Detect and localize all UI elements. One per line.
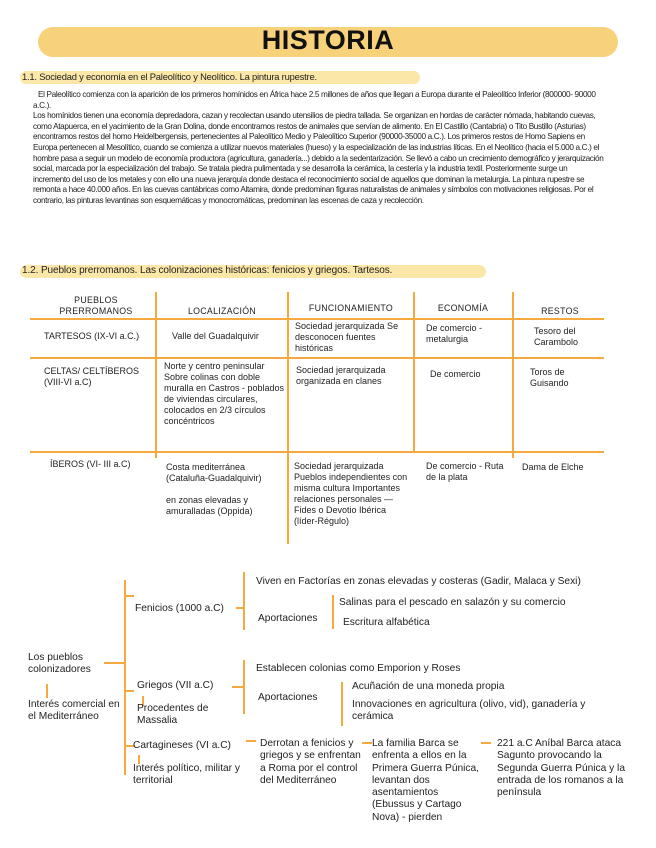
fenicios-aportaciones-label: Aportaciones [258,613,318,624]
griegos-aportacion: Innovaciones en agricultura (olivo, vid), ganadería y cerámica [352,699,586,723]
diagram-root-note-connector [46,684,48,698]
cartagineses-chain-step: 221 a.C Aníbal Barca ataca Sagunto provocando la Segunda Guerra Púnica y la entrada de los romanos a la península [497,738,625,799]
table-column-rule [287,292,289,544]
table-header-funcionamiento: FUNCIONAMIENTO [308,303,394,313]
fenicios-aportacion: Salinas para el pescado en salazón y su comercio [339,597,566,608]
table-cell: Norte y centro peninsular Sobre colinas con doble muralla en Castros - poblados de viviendas circulares, colocados en 2/3 círculos concéntricos [164,361,285,426]
table-cell: De comercio [430,369,481,379]
page-title: HISTORIA [261,25,395,55]
paragraph: Los homínidos tienen una economía depredadora, cazan y recolectan usando utensilios de piedra tallada. Se organizan en hordas de carácter nómada, habitando cuevas, como Atapuerca, en el yacimiento de la Gran Dolina, donde encontramos restos de animales que servían de alimento. En El Castillo (Cantabria) o Tito Bustillo (Asturias) encontramos restos del homo Heidelbergensis, pertenecientes al Paleolítico Medio y Paleolítico Superior (90000-35000 a.C.). Los primeros restos de Homo Sapiens en Europa pertenecen al Mesolítico, cuando se comienza a utilizar nuevos materiales (hueso) y la especialización de las industrias líticas. En el Neolítico (hacia el 5.000 a.C.) el hombre pasa a seguir un modelo de economía productora (agricultura, ganadería...) debido a la sedentarización. Se llevó a cabo un crecimiento demográfico y jerarquización social, marcada por la especialización del trabajo. Se tratala piedra pulimentada y se desarrolla la cerámica, la cestería y la industria textil. Posteriormente surge un incremento del uso de los metales y con ello una nueva jerarquía donde destaca el reconocimiento social de aquellos que dominan la metalurgia. La pintura rupestre se remonta a hace 40.000 años. En las cuevas cantábricas como Altamira, donde predominan figuras naturalistas de animales y símbolos con motivaciones religiosas. Por el contrario, las pinturas levantinas son esquemáticas y monocromáticas, predominan las escenas de caza y recolección. [33,111,604,205]
table-cell: ÍBEROS (VI- III a.C) [50,459,131,469]
griegos-aportaciones-label: Aportaciones [258,692,318,703]
griegos-label: Griegos (VII a.C) [137,680,214,691]
griegos-aportacion: Acuñación de una moneda propia [352,681,505,692]
diagram-root: Los pueblos colonizadores [28,652,91,676]
table-column-rule [512,292,514,458]
table-cell: Sociedad jerarquizada Se desconocen fuentes históricas [295,321,399,353]
section1-title: 1.1. Sociedad y economía en el Paleolítico y Neolítico. La pintura rupestre. [22,71,317,82]
table-cell: Sociedad jerarquizada organizada en clanes [296,365,386,386]
table-column-rule [155,292,157,458]
fenicios-label: Fenicios (1000 a.C) [135,603,224,614]
griegos-bracket [243,660,245,714]
table-header-rule [30,318,604,320]
table-cell: Dama de Elche [522,462,584,472]
paragraph: El Paleolítico comienza con la aparición de los primeros homínidos en África hace 2.5 millones de años que llegan a Europa durante el Paleolítico Inferior (800000- 90000 a.C.). [33,90,596,110]
griegos-aportaciones-bracket [341,682,343,726]
fenicios-bracket [243,572,245,630]
section2-title: 1.2. Pueblos prerromanos. Las colonizaciones históricas: fenicios y griegos. Tartesos. [22,265,393,276]
griegos-fact: Establecen colonias como Emporion y Roses [256,663,461,674]
table-header-economia: ECONOMÍA [437,303,489,313]
chain-arrow-2 [481,742,491,744]
cartagineses-note: Interés político, militar y territorial [133,763,241,787]
table-cell: TARTESOS (IX-VI a.C.) [44,331,140,341]
cartagineses-chain-step: La familia Barca se enfrenta a ellos en la Primera Guerra Púnica, levantan dos asentamientos (Ebussus y Cartago Nova) - pierden [372,738,480,823]
section1-text [33,90,605,207]
table-cell: Toros de Guisando [530,367,569,388]
table-cell: CELTAS/ CELTÍBEROS (VIII-VI a.C) [44,366,140,387]
table-column-rule [413,292,415,452]
table-cell: Costa mediterránea (Cataluña-Guadalquivir) en zonas elevadas y amuralladas (Oppida) [166,462,262,516]
diagram-branch-connector [124,690,134,692]
table-header-pueblos: PUEBLOS PRERROMANOS [59,295,133,316]
table-row-rule [30,357,604,359]
diagram-root-note: Interés comercial en el Mediterráneo [28,699,120,723]
fenicios-aportacion: Escritura alfabética [343,617,430,628]
diagram-branch-connector [124,595,134,597]
table-cell: De comercio - Ruta de la plata [426,461,504,482]
cartagineses-label: Cartagineses (VI a.C) [133,740,231,751]
table-cell: De comercio - metalurgia [426,323,483,344]
fenicios-fact: Viven en Factorías en zonas elevadas y costeras (Gadir, Malaca y Sexi) [256,576,581,587]
table-cell: Valle del Guadalquivir [172,331,259,341]
table-cell: Sociedad jerarquizada Pueblos independientes con misma cultura Importantes relaciones personales — Fides o Devotio Ibérica (líder-Régulo) [294,461,408,526]
table-header-restos: RESTOS [541,306,579,316]
cartagineses-chain-step: Derrotan a fenicios y griegos y se enfrentan a Roma por el control del Mediterráneo [260,738,361,786]
table-cell: Tesoro del Carambolo [534,326,579,347]
table-header-localizacion: LOCALIZACIÓN [187,306,257,316]
griegos-note: Procedentes de Massalia [137,703,209,727]
table-row-rule [30,451,604,453]
